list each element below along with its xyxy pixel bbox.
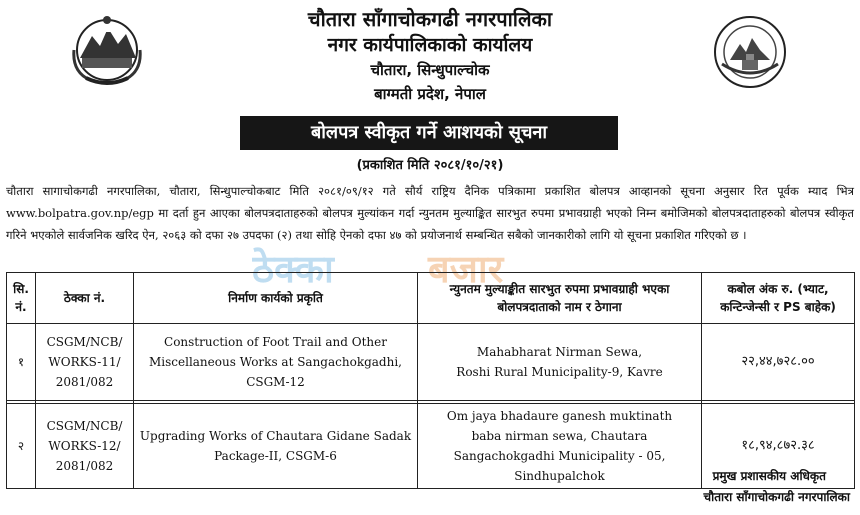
header-sn: सि. नं.: [7, 273, 36, 324]
watermark-part2: बजार: [428, 247, 504, 291]
row-work: Construction of Foot Trail and Other Miscellaneous Works at Sangachokgadhi, CSGM-12: [134, 324, 418, 401]
bidder-name: Mahabharat Nirman Sewa,: [476, 345, 643, 359]
office-location: चौतारा, सिन्धुपाल्चोक: [370, 61, 490, 79]
municipality-name: चौतारा साँगाचोकगढी नगरपालिका: [307, 7, 553, 31]
row-sn: २: [7, 404, 36, 489]
office-name: नगर कार्यपालिकाको कार्यालय: [327, 34, 533, 56]
header-bidder: न्युनतम मुल्याङ्कीत सारभुत रुपमा प्रभावग्राही भएका बोलपत्रदाताको नाम र ठेगाना: [418, 273, 702, 324]
header-work: निर्माण कार्यको प्रकृति: [134, 273, 418, 324]
row-contract: CSGM/NCB/ WORKS-12/ 2081/082: [36, 404, 134, 489]
notice-title: बोलपत्र स्वीकृत गर्ने आशयको सूचना: [240, 116, 618, 150]
table-row: [7, 324, 855, 401]
province-name: बाग्मती प्रदेश, नेपाल: [374, 85, 486, 103]
bidder-address: Roshi Rural Municipality-9, Kavre: [456, 365, 663, 379]
bidder-name: Om jaya bhadaure ganesh muktinath: [446, 409, 673, 423]
published-date: (प्रकाशित मिति २०८१/१०/२१): [356, 158, 504, 173]
row-bidder: [418, 324, 702, 401]
signatory-office: चौतारा साँगाचोकगढी नगरपालिका: [703, 490, 850, 504]
row-amount: १८,९४,८७२.३८: [702, 404, 855, 489]
row-work: Upgrading Works of Chautara Gidane Sadak Package-II, CSGM-6: [134, 404, 418, 489]
row-sn: १: [7, 324, 36, 401]
municipality-logo-icon: [712, 14, 788, 90]
row-amount: २२,४४,७२८.००: [702, 324, 855, 401]
award-table: [6, 272, 855, 489]
bidder-address: baba nirman sewa, Chautara Sangachokgadhi Municipality - 05, Sindhupalchok: [453, 429, 666, 483]
notice-body: चौतारा सागाचोकगढी नगरपालिका, चौतारा, सिन्धुपाल्चोकबाट मिति २०८१/०९/१२ गते सौर्य राष्ट्रिय दैनिक पत्रिकामा प्रकाशित बोलपत्र आव्हानको सूचना अनुसार रित पूर्वक म्याद भित्र www.bolpatra.gov.np/egp मा दर्ता हुन आएका बोलपत्रदाताहरुको बोलपत्र मुल्यांकन गर्दा न्युनतम मुल्याङ्कित सारभुत रुपमा प्रभावग्राही भएको निम्न बमोजिमको बोलपत्रदाताहरुको बोलपत्र स्वीकृत गरिने भएकोले सार्वजनिक खरिद ऐन, २०६३ को दफा २७ उपदफा (२) तथा सोहि ऐनको दफा ४७ को प्रयोजनार्थ सम्बन्धित सबैको जानकारीको लागि यो सूचना प्रकाशित गरिएको छ ।: [6, 184, 854, 242]
office-heading: [180, 6, 680, 106]
header-amount: कबोल अंक रु. (भ्याट, कन्टिन्जेन्सी र PS बाहेक): [702, 273, 855, 324]
table-header-row: [7, 273, 855, 324]
signature-block: [600, 466, 850, 508]
nepal-emblem-icon: [68, 14, 146, 86]
letterhead: [0, 0, 860, 112]
signatory-title: प्रमुख प्रशासकीय अधिकृत: [712, 469, 826, 483]
row-contract: CSGM/NCB/ WORKS-11/ 2081/082: [36, 324, 134, 401]
watermark-part1: ठेक्का: [252, 247, 334, 291]
header-contract: ठेक्का नं.: [36, 273, 134, 324]
